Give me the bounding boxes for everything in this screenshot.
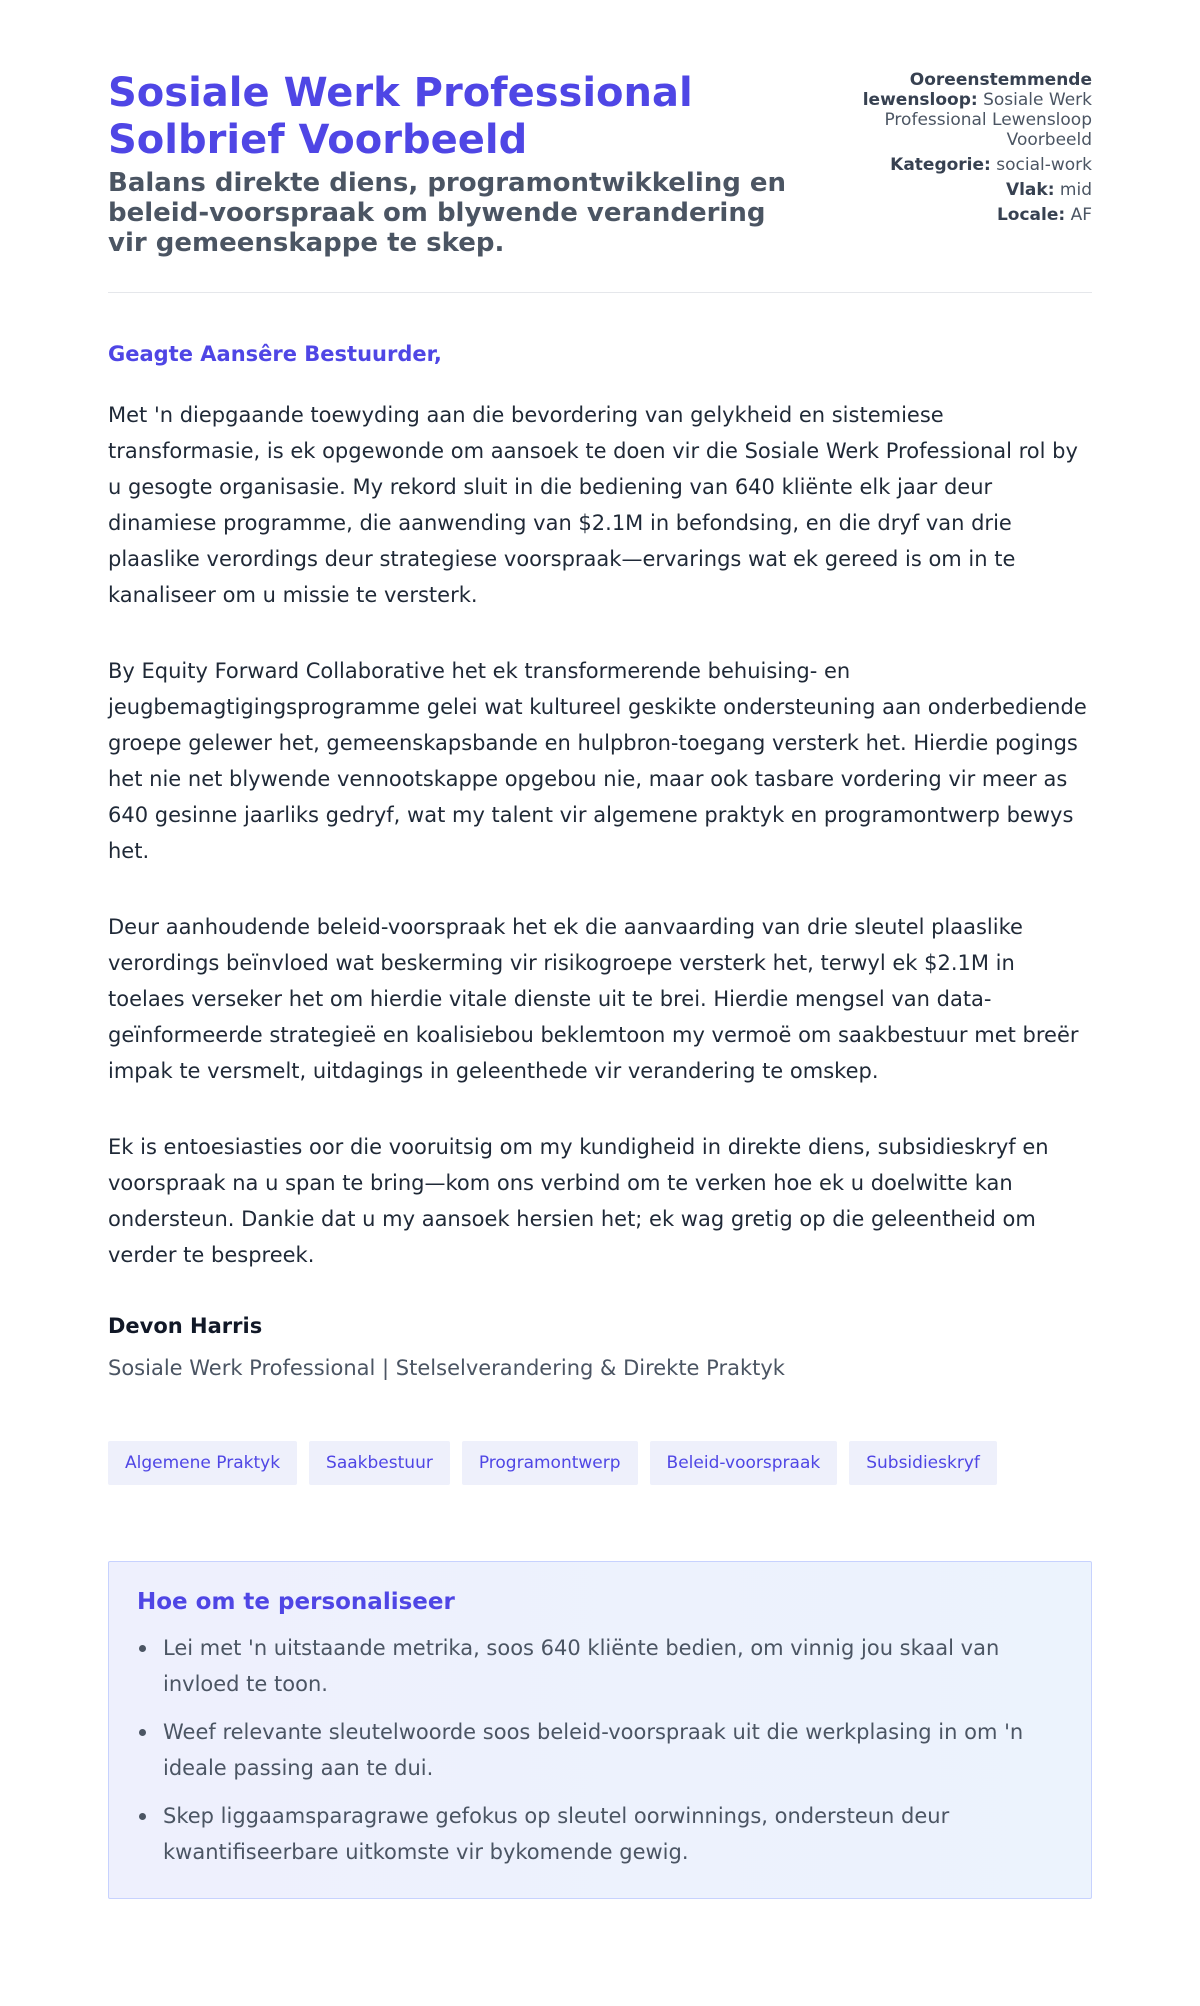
skill-tag: Algemene Praktyk xyxy=(108,1441,297,1485)
page-header xyxy=(108,70,1092,293)
header-left xyxy=(108,70,788,258)
page-subtitle: Balans direkte diens, programontwikkeling en beleid-voorspraak om blywende verandering vir gemeenskappe te skep. xyxy=(108,168,787,258)
meta-category-label: Kategorie: xyxy=(890,155,991,175)
meta-category-value: social-work xyxy=(996,155,1092,175)
meta-locale-label: Locale: xyxy=(996,205,1066,225)
tips-list-item: Lei met 'n uitstaande metrika, soos 640 kliënte bedien, om vinnig jou skaal van invloed te toon. xyxy=(137,1630,1063,1702)
skill-tag: Saakbestuur xyxy=(309,1441,450,1485)
meta-level-label: Vlak: xyxy=(1005,180,1055,200)
skill-tags xyxy=(108,1441,1092,1485)
meta-locale-value: AF xyxy=(1070,205,1092,225)
page-title: Sosiale Werk Professional Solbrief Voorbeeld xyxy=(108,70,693,163)
meta-panel xyxy=(832,70,1092,230)
letter-paragraph: Deur aanhoudende beleid-voorspraak het ek die aanvaarding van drie sleutel plaaslike verordings beïnvloed wat beskerming vir risikogroepe versterk het, terwyl ek $2.1M in toelaes verseker het om hierdie vitale dienste uit te brei. Hierdie mengsel van data-geïnformeerde strategieë en koalisiebou beklemtoon my vermoë om saakbestuur met breër impak te versmelt, uitdagings in geleenthede vir verandering te omskep. xyxy=(108,915,1079,1083)
signature-title: Sosiale Werk Professional | Stelselverandering & Direkte Praktyk xyxy=(108,1356,785,1380)
meta-level xyxy=(832,180,1092,200)
meta-career-value: Sosiale Werk Professional Lewensloop Voorbeeld xyxy=(884,90,1092,150)
tips-list-item: Skep liggaamsparagrawe gefokus op sleutel oorwinnings, ondersteun deur kwantifiseerbare uitkomste vir bykomende gewig. xyxy=(137,1798,1063,1870)
tips-list xyxy=(137,1630,1063,1870)
letter-paragraph: Met 'n diepgaande toewyding aan die bevordering van gelykheid en sistemiese transformasie, is ek opgewonde om aansoek te doen vir die Sosiale Werk Professional rol by u gesogte organisasie. My rekord sluit in die bediening van 640 kliënte elk jaar deur dinamiese programme, die aanwending van $2.1M in befondsing, en die dryf van drie plaaslike verordings deur strategiese voorspraak—ervarings wat ek gereed is om in te kanaliseer om u missie te versterk. xyxy=(108,403,1078,607)
letter-paragraph: By Equity Forward Collaborative het ek transformerende behuising- en jeugbemagtigingsprogramme gelei wat kultureel geskikte ondersteuning aan onderbediende groepe gelewer het, gemeenskapsbande en hulpbron-toegang versterk het. Hierdie pogings het nie net blywende vennootskappe opgebou nie, maar ook tasbare vordering vir meer as 640 gesinne jaarliks gedryf, wat my talent vir algemene praktyk en programontwerp bewys het. xyxy=(108,659,1087,863)
meta-level-value: mid xyxy=(1059,180,1092,200)
letter-body xyxy=(108,397,1092,1273)
skill-tag: Programontwerp xyxy=(462,1441,638,1485)
skill-tag: Beleid-voorspraak xyxy=(650,1441,838,1485)
meta-category xyxy=(832,155,1092,175)
personalize-tips-box xyxy=(108,1561,1092,1899)
meta-career xyxy=(832,70,1092,150)
meta-locale xyxy=(832,205,1092,225)
tips-title: Hoe om te personaliseer xyxy=(137,1589,455,1615)
tips-list-item: Weef relevante sleutelwoorde soos beleid-voorspraak uit die werkplasing in om 'n ideale passing aan te dui. xyxy=(137,1714,1063,1786)
skill-tag: Subsidieskryf xyxy=(849,1441,997,1485)
letter-greeting: Geagte Aansêre Bestuurder, xyxy=(108,342,442,366)
meta-career-label: Ooreenstemmende lewensloop: xyxy=(862,70,1092,110)
letter-paragraph: Ek is entoesiasties oor die vooruitsig om my kundigheid in direkte diens, subsidieskryf en voorspraak na u span te bring—kom ons verbind om te verken hoe ek u doelwitte kan ondersteun. Dankie dat u my aansoek hersien het; ek wag gretig op die geleentheid om verder te bespreek. xyxy=(108,1135,1049,1267)
signature-name: Devon Harris xyxy=(108,1314,263,1338)
signature-block xyxy=(108,1313,1092,1381)
